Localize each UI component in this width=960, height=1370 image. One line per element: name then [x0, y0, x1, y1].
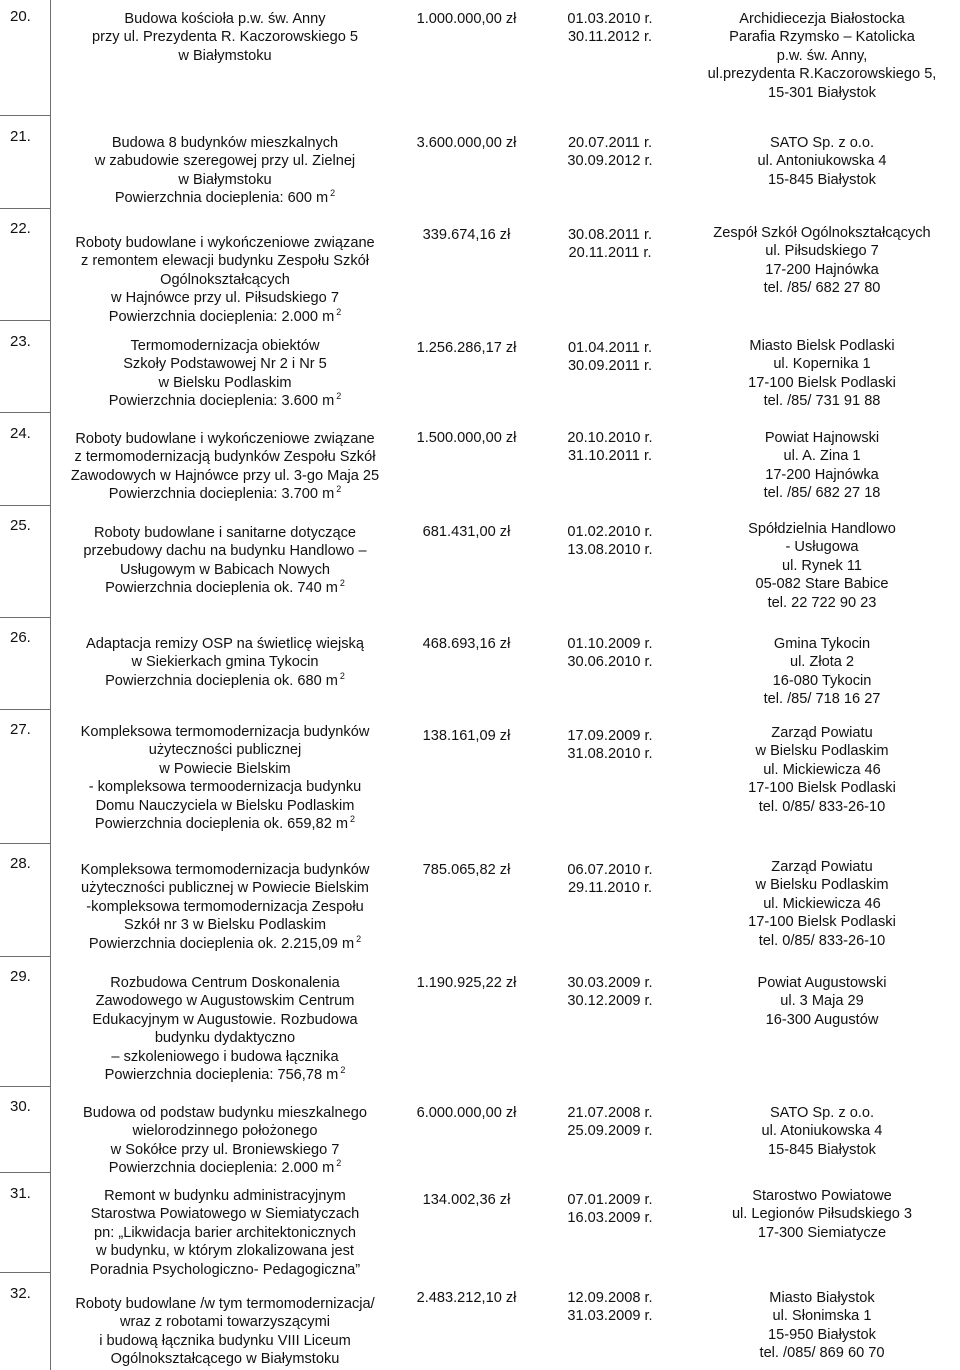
row-number: 31. [10, 1185, 31, 1202]
superscript-2: 2 [356, 933, 362, 944]
row-number: 29. [10, 968, 31, 985]
text-line: 17-300 Siemiatycze [757, 1224, 887, 1241]
text-line: ul. Mickiewicza 46 [763, 895, 881, 912]
text-line: 17-100 Bielsk Podlaski [748, 914, 896, 931]
text-line: w Powiecie Bielskim [159, 760, 291, 777]
text-line: Domu Nauczyciela w Bielsku Podlaskim [95, 797, 355, 814]
project-description [52, 1104, 398, 1178]
text-line: w Siekierkach gmina Tykocin [131, 654, 319, 671]
project-description [52, 1295, 398, 1369]
client-organization [684, 974, 960, 1029]
client-organization [684, 1104, 960, 1159]
text-line: Zarząd Powiatu [771, 859, 873, 875]
text-line: w budynku, w którym zlokalizowana jest [96, 1243, 354, 1260]
text-line: Powierzchnia docieplenia: 3.600 m $^2$ [108, 391, 342, 410]
text-line: w Bielsku Podlaskim [755, 743, 889, 760]
text-line: 30.09.2011 r. [567, 358, 653, 375]
text-line: Powierzchnia docieplenia: 2.000 m $^2$ [108, 306, 342, 325]
text-line: budynku dydaktyczno [154, 1030, 296, 1047]
text-line: Budowa od podstaw budynku mieszkalnego [83, 1105, 367, 1121]
text-line: Ogólnokształcących [160, 271, 290, 288]
row-number: 28. [10, 855, 31, 872]
text-line: Powierzchnia docieplenia ok. 740 m $^2$ [105, 578, 345, 597]
text-line: 25.09.2009 r. [567, 1123, 653, 1140]
text-line: ul. Kopernika 1 [773, 356, 871, 373]
execution-dates [540, 339, 680, 376]
text-line: Starostwo Powiatowe [752, 1188, 892, 1204]
row-separator [0, 320, 50, 321]
text-line: 15-845 Białystok [768, 171, 876, 188]
text-line: Powierzchnia docieplenia ok. 659,82 m $^2$ [94, 814, 356, 833]
text-line: 30.11.2012 r. [567, 29, 653, 46]
project-description [52, 430, 398, 504]
text-line: Zespół Szkół Ogólnokształcących [713, 225, 931, 241]
project-description [52, 10, 398, 65]
project-description [52, 635, 398, 690]
row-number: 32. [10, 1285, 31, 1302]
superscript-2: 2 [336, 1158, 342, 1169]
contract-value: 339.674,16 zł [422, 227, 511, 243]
row-separator [0, 208, 50, 209]
superscript-2: 2 [339, 670, 345, 681]
contract-value: 3.600.000,00 zł [416, 135, 517, 151]
text-line: ul. Piłsudskiego 7 [765, 243, 879, 260]
contract-value: 1.000.000,00 zł [416, 11, 517, 27]
text-line: 21.07.2008 r. [567, 1105, 653, 1121]
text-line: 16-080 Tykocin [772, 672, 872, 689]
project-description [52, 524, 398, 598]
execution-dates [540, 429, 680, 466]
contract-value: 681.431,00 zł [422, 524, 511, 540]
text-line: Zarząd Powiatu [771, 725, 873, 741]
row-separator [0, 412, 50, 413]
superscript-2: 2 [336, 484, 342, 495]
project-description [52, 861, 398, 953]
text-line: przebudowy dachu na budynku Handlowo – [83, 543, 367, 560]
text-line: Powiat Augustowski [757, 975, 887, 991]
execution-dates [540, 523, 680, 560]
text-line: Ogólnokształcącego w Białymstoku [110, 1351, 340, 1368]
text-line: Miasto Bielsk Podlaski [749, 338, 895, 354]
row-number: 23. [10, 333, 31, 350]
text-line: 30.09.2012 r. [567, 153, 653, 170]
text-line: Termomodernizacja obiektów [130, 338, 320, 354]
text-line: wraz z robotami towarzyszącymi [119, 1314, 331, 1331]
text-line: p.w. św. Anny, [776, 47, 868, 64]
text-line: Powierzchnia docieplenia: 600 m $^2$ [114, 188, 336, 207]
text-line: tel. 0/85/ 833-26-10 [758, 932, 886, 949]
contract-value: 468.693,16 zł [422, 636, 511, 652]
text-line: Gmina Tykocin [773, 636, 871, 652]
text-line: Poradnia Psychologiczno- Pedagogiczna” [89, 1261, 361, 1278]
client-organization [684, 10, 960, 102]
text-line: Parafia Rzymsko – Katolicka [729, 29, 915, 46]
text-line: – szkoleniowego i budowa łącznika [111, 1048, 339, 1065]
text-line: - Usługowa [785, 539, 859, 556]
text-line: w zabudowie szeregowej przy ul. Zielnej [94, 153, 356, 170]
execution-dates [540, 727, 680, 764]
row-separator [0, 1086, 50, 1087]
text-line: w Białymstoku [178, 47, 272, 64]
text-line: ul.prezydenta R.Kaczorowskiego 5, [707, 66, 937, 83]
project-description [52, 974, 398, 1084]
text-line: 05-082 Stare Babice [755, 576, 889, 593]
superscript-2: 2 [340, 1065, 346, 1076]
text-line: w Białymstoku [178, 171, 272, 188]
text-line: przy ul. Prezydenta R. Kaczorowskiego 5 [91, 29, 359, 46]
text-line: SATO Sp. z o.o. [769, 135, 875, 151]
text-line: 30.12.2009 r. [567, 993, 653, 1010]
client-organization [684, 635, 960, 709]
text-line: 31.08.2010 r. [567, 746, 653, 763]
project-description [52, 234, 398, 326]
text-line: 12.09.2008 r. [567, 1290, 653, 1306]
text-line: 17-200 Hajnówka [765, 466, 879, 483]
text-line: 17-200 Hajnówka [765, 261, 879, 278]
text-line: tel. /85/ 682 27 80 [763, 280, 881, 297]
execution-dates [540, 134, 680, 171]
row-number: 21. [10, 128, 31, 145]
text-line: pn: „Likwidacja barier architektonicznych [94, 1224, 356, 1241]
execution-dates [540, 861, 680, 898]
text-line: Zawodowego w Augustowskim Centrum [95, 993, 355, 1010]
contract-value: 6.000.000,00 zł [416, 1105, 517, 1121]
text-line: 06.07.2010 r. [567, 862, 653, 878]
text-line: tel. /85/ 682 27 18 [763, 485, 881, 502]
execution-dates [540, 974, 680, 1011]
row-number: 26. [10, 629, 31, 646]
text-line: 13.08.2010 r. [567, 542, 653, 559]
text-line: ul. Atoniukowska 4 [761, 1123, 883, 1140]
client-organization [684, 224, 960, 298]
text-line: Szkoły Podstawowej Nr 2 i Nr 5 [123, 356, 327, 373]
contract-value: 1.190.925,22 zł [416, 975, 517, 991]
text-line: 31.03.2009 r. [567, 1308, 653, 1325]
contract-value: 2.483.212,10 zł [416, 1290, 517, 1306]
text-line: Roboty budowlane i wykończeniowe związane [75, 431, 375, 447]
text-line: 01.10.2009 r. [567, 636, 653, 652]
row-separator [0, 1172, 50, 1173]
execution-dates [540, 1191, 680, 1228]
text-line: ul. Antoniukowska 4 [757, 153, 887, 170]
text-line: - kompleksowa termoodernizacja budynku [88, 779, 362, 796]
row-number: 25. [10, 517, 31, 534]
superscript-2: 2 [339, 578, 345, 589]
row-separator [0, 843, 50, 844]
text-line: Powiat Hajnowski [764, 430, 880, 446]
text-line: Kompleksowa termomodernizacja budynków [80, 724, 370, 740]
text-line: ul. A. Zina 1 [783, 448, 861, 465]
project-description [52, 134, 398, 208]
text-line: 15-950 Białystok [768, 1326, 876, 1343]
text-line: 15-845 Białystok [768, 1141, 876, 1158]
contract-value: 785.065,82 zł [422, 862, 511, 878]
text-line: Powierzchnia docieplenia: 3.700 m $^2$ [108, 484, 342, 503]
text-line: 17.09.2009 r. [567, 728, 653, 744]
text-line: Roboty budowlane i sanitarne dotyczące [93, 525, 357, 541]
text-line: użyteczności publicznej [148, 742, 302, 759]
text-line: Spółdzielnia Handlowo [748, 521, 896, 537]
text-line: 30.06.2010 r. [567, 654, 653, 671]
text-line: Powierzchnia docieplenia: 756,78 m $^2$ [104, 1065, 346, 1084]
client-organization [684, 520, 960, 612]
text-line: 15-301 Białystok [768, 84, 876, 101]
execution-dates [540, 10, 680, 47]
client-organization [684, 337, 960, 411]
text-line: w Bielsku Podlaskim [158, 374, 292, 391]
contract-value: 138.161,09 zł [422, 728, 511, 744]
text-line: Powierzchnia docieplenia ok. 680 m $^2$ [105, 670, 345, 689]
text-line: SATO Sp. z o.o. [769, 1105, 875, 1121]
text-line: 31.10.2011 r. [567, 448, 653, 465]
row-separator [0, 956, 50, 957]
row-separator [0, 115, 50, 116]
superscript-2: 2 [330, 188, 336, 199]
row-separator [0, 505, 50, 506]
project-description [52, 337, 398, 411]
text-line: tel. 0/85/ 833-26-10 [758, 798, 886, 815]
text-line: ul. Legionów Piłsudskiego 3 [731, 1206, 913, 1223]
text-line: 16-300 Augustów [765, 1011, 879, 1028]
client-organization [684, 724, 960, 816]
text-line: tel. /85/ 731 91 88 [763, 393, 881, 410]
text-line: Roboty budowlane /w tym termomodernizacja/ [75, 1296, 375, 1312]
superscript-2: 2 [336, 306, 342, 317]
column-divider [50, 0, 51, 1370]
text-line: 20.11.2011 r. [568, 245, 652, 262]
text-line: Adaptacja remizy OSP na świetlicę wiejską [86, 636, 364, 652]
text-line: wielorodzinnego położonego [132, 1123, 318, 1140]
text-line: ul. Słonimska 1 [772, 1308, 872, 1325]
execution-dates [540, 1104, 680, 1141]
text-line: 20.10.2010 r. [567, 430, 653, 446]
project-description [52, 1187, 398, 1279]
text-line: w Hajnówce przy ul. Piłsudskiego 7 [111, 290, 339, 307]
text-line: tel. /85/ 718 16 27 [763, 691, 881, 708]
text-line: Szkół nr 3 w Bielsku Podlaskim [124, 917, 326, 934]
text-line: użyteczności publicznej w Powiecie Bielskim [81, 880, 369, 897]
text-line: 17-100 Bielsk Podlaski [748, 374, 896, 391]
text-line: 30.08.2011 r. [567, 227, 653, 243]
contract-value: 134.002,36 zł [422, 1192, 511, 1208]
row-number: 22. [10, 220, 31, 237]
text-line: Rozbudowa Centrum Doskonalenia [110, 975, 340, 991]
text-line: 07.01.2009 r. [567, 1192, 653, 1208]
client-organization [684, 1187, 960, 1242]
text-line: tel. 22 722 90 23 [767, 594, 877, 611]
superscript-2: 2 [350, 814, 356, 825]
client-organization [684, 429, 960, 503]
text-line: Powierzchnia docieplenia: 2.000 m $^2$ [108, 1158, 342, 1177]
text-line: Remont w budynku administracyjnym [104, 1188, 346, 1204]
client-organization [684, 134, 960, 189]
text-line: 20.07.2011 r. [567, 135, 653, 151]
row-separator [0, 1272, 50, 1273]
text-line: 01.04.2011 r. [567, 340, 653, 356]
text-line: Edukacyjnym w Augustowie. Rozbudowa [92, 1011, 358, 1028]
text-line: ul. Mickiewicza 46 [763, 761, 881, 778]
execution-dates [540, 1289, 680, 1326]
text-line: z remontem elewacji budynku Zespołu Szkół [81, 253, 369, 270]
text-line: Miasto Białystok [769, 1290, 875, 1306]
text-line: 17-100 Bielsk Podlaski [748, 780, 896, 797]
execution-dates [540, 226, 680, 263]
contract-value: 1.256.286,17 zł [416, 340, 517, 356]
text-line: i budową łącznika budynku VIII Liceum [99, 1332, 351, 1349]
row-separator [0, 617, 50, 618]
text-line: Budowa kościoła p.w. św. Anny [124, 11, 326, 27]
project-description [52, 723, 398, 833]
client-organization [684, 1289, 960, 1363]
row-number: 24. [10, 425, 31, 442]
text-line: Budowa 8 budynków mieszkalnych [111, 135, 339, 151]
row-number: 30. [10, 1098, 31, 1115]
text-line: 01.03.2010 r. [567, 11, 653, 27]
text-line: -kompleksowa termomodernizacja Zespołu [86, 898, 364, 915]
text-line: Zawodowych w Hajnówce przy ul. 3-go Maja 25 [70, 467, 380, 484]
superscript-2: 2 [336, 391, 342, 402]
client-organization [684, 858, 960, 950]
text-line: ul. Rynek 11 [781, 557, 863, 574]
text-line: w Bielsku Podlaskim [755, 877, 889, 894]
text-line: Archidiecezja Białostocka [739, 11, 905, 27]
row-separator [0, 709, 50, 710]
text-line: Usługowym w Babicach Nowych [119, 561, 331, 578]
text-line: 16.03.2009 r. [567, 1210, 653, 1227]
text-line: w Sokółce przy ul. Broniewskiego 7 [110, 1141, 340, 1158]
row-number: 27. [10, 721, 31, 738]
contract-value: 1.500.000,00 zł [416, 430, 517, 446]
text-line: Kompleksowa termomodernizacja budynków [80, 862, 370, 878]
text-line: 01.02.2010 r. [567, 524, 653, 540]
row-number: 20. [10, 8, 31, 25]
text-line: 29.11.2010 r. [567, 880, 653, 897]
text-line: Starostwa Powiatowego w Siemiatyczach [90, 1206, 360, 1223]
text-line: Roboty budowlane i wykończeniowe związane [75, 235, 375, 251]
text-line: ul. Złota 2 [789, 654, 855, 671]
text-line: tel. /085/ 869 60 70 [759, 1345, 885, 1362]
text-line: ul. 3 Maja 29 [780, 993, 864, 1010]
execution-dates [540, 635, 680, 672]
text-line: z termomodernizacją budynków Zespołu Szkół [74, 449, 376, 466]
text-line: 30.03.2009 r. [567, 975, 653, 991]
text-line: Powierzchnia docieplenia ok. 2.215,09 m $^2$ [88, 933, 362, 952]
